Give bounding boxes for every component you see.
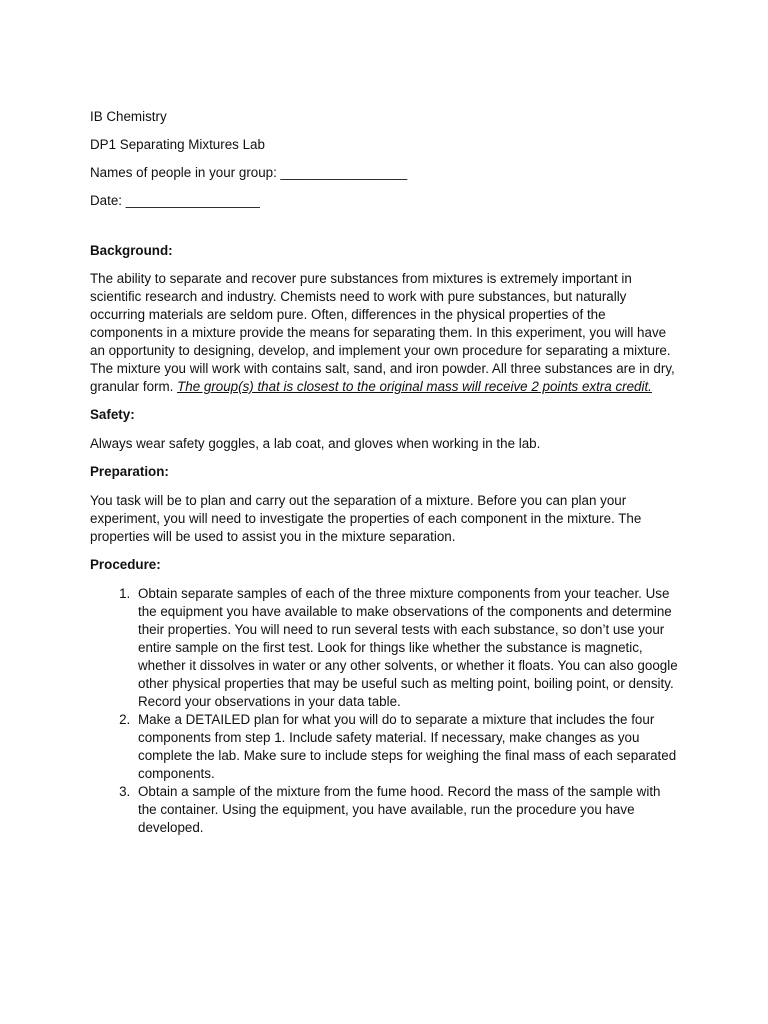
procedure-step: 2. Make a DETAILED plan for what you will do to separate a mixture that includes the four components from step 1. Include safety material. If necessary, make changes as you complete the lab. Make sure to include steps for weighing the final mass of each separated components. xyxy=(134,711,680,783)
background-heading: Background: xyxy=(90,243,173,258)
safety-text: Always wear safety goggles, a lab coat, and gloves when working in the lab. xyxy=(90,436,541,451)
group-names-field: Names of people in your group: _________________ xyxy=(90,165,408,180)
safety-heading: Safety: xyxy=(90,407,135,422)
procedure-step: 1. Obtain separate samples of each of the three mixture components from your teacher. Use the equipment you have available to make observations of the components and determine their properties. You will need to run several tests with each substance, so don’t use your entire sample on the first test. Look for things like whether the substance is magnetic, whether it dissolves in water or any other solvents, or whether it floats. You can also google other physical properties that may be useful such as melting point, boiling point, or density. Record your observations in your data table. xyxy=(134,585,680,711)
lab-handout xyxy=(90,108,680,837)
lab-title: DP1 Separating Mixtures Lab xyxy=(90,137,265,152)
preparation-text: You task will be to plan and carry out the separation of a mixture. Before you can plan your experiment, you will need to investigate the properties of each component in the mixture. The properties will be used to assist you in the mixture separation. xyxy=(90,493,642,544)
date-field: Date: __________________ xyxy=(90,193,260,208)
background-body: The ability to separate and recover pure substances from mixtures is extremely important in scientific research and industry. Chemists need to work with pure substances, but naturally occurring materials are seldom pure. Often, differences in the physical properties of the components in a mixture provide the means for separating them. In this experiment, you will have an opportunity to designing, develop, and implement your own procedure for separating a mixture. The mixture you will work with contains salt, sand, and iron powder. All three substances are in dry, granular form. xyxy=(90,271,675,394)
background-text xyxy=(90,270,680,396)
extra-credit-note: The group(s) that is closest to the original mass will receive 2 points extra credit. xyxy=(177,379,652,394)
procedure-step: 3. Obtain a sample of the mixture from the fume hood. Record the mass of the sample with the container. Using the equipment, you have available, run the procedure you have developed. xyxy=(134,783,680,837)
section-spacer xyxy=(90,220,680,242)
preparation-heading: Preparation: xyxy=(90,464,169,479)
procedure-heading: Procedure: xyxy=(90,557,161,572)
procedure-list xyxy=(90,585,680,837)
course-name: IB Chemistry xyxy=(90,109,167,124)
